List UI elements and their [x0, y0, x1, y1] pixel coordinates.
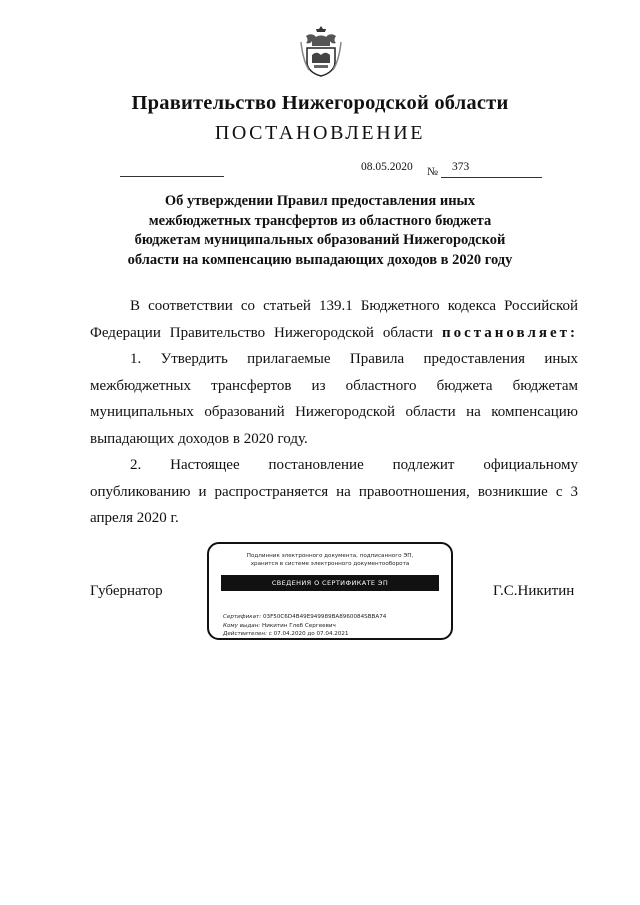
- number-sign: №: [427, 166, 438, 178]
- coat-of-arms-icon: [298, 22, 344, 78]
- intro-paragraph: [90, 293, 578, 346]
- decree-word: постановляет:: [441, 324, 579, 341]
- number-field-line: [441, 177, 542, 178]
- item-2-paragraph: 2. Настоящее постановление подлежит официальному опубликованию и распространяется на правоотношения, возникшие с 3 апреля 2020 г.: [90, 457, 578, 526]
- heading-line: области на компенсацию выпадающих доходов в 2020 году: [127, 251, 513, 268]
- certificate-owner-value: Никитин Глеб Сергеевич: [262, 622, 336, 629]
- certificate-owner-row: [223, 622, 386, 631]
- document-type: ПОСТАНОВЛЕНИЕ: [214, 122, 426, 144]
- document-number: 373: [452, 161, 470, 173]
- heading-line: бюджетам муниципальных образований Нижегородской: [134, 232, 506, 248]
- certificate-note-line: хранится в системе электронного документооборота: [250, 561, 410, 567]
- organization-title: Правительство Нижегородской области: [131, 92, 509, 114]
- certificate-owner-label: Кому выдан:: [223, 622, 261, 629]
- heading-line: Об утверждении Правил предоставления иных: [164, 193, 476, 209]
- certificate-serial-row: [223, 613, 386, 622]
- certificate-serial-value: 03F50C6D4B49E949989BA8960084SBBA74: [262, 614, 387, 620]
- certificate-note-line: Подлинник электронного документа, подписанного ЭП,: [246, 553, 414, 559]
- certificate-validity-row: [223, 630, 386, 639]
- certificate-serial-label: Сертификат:: [223, 614, 262, 620]
- intro-text: В соответствии со статьей 139.1 Бюджетного кодекса Российской Федерации Правительство Нижегородской области: [90, 298, 578, 341]
- signer-title: Губернатор: [90, 583, 163, 599]
- document-heading: [110, 192, 530, 270]
- signature-certificate-stamp: [207, 542, 453, 640]
- certificate-banner: СВЕДЕНИЯ О СЕРТИФИКАТЕ ЭП: [221, 575, 439, 591]
- certificate-validity-label: Действителен:: [223, 631, 267, 637]
- signer-name: Г.С.Никитин: [493, 583, 575, 599]
- blank-field-line: [120, 176, 224, 177]
- certificate-validity-value: с 07.04.2020 до 07.04.2021: [268, 631, 349, 637]
- certificate-note: [209, 552, 451, 568]
- document-date: 08.05.2020: [361, 161, 413, 173]
- item-1-paragraph: 1. Утвердить прилагаемые Правила предоставления иных межбюджетных трансфертов из областного бюджета бюджетам муниципальных образований Нижегородской области на компенсацию выпадающих доходов в 2020 году.: [90, 351, 578, 447]
- heading-line: межбюджетных трансфертов из областного бюджета: [148, 212, 492, 229]
- document-body: [90, 293, 578, 532]
- certificate-details: [223, 613, 386, 639]
